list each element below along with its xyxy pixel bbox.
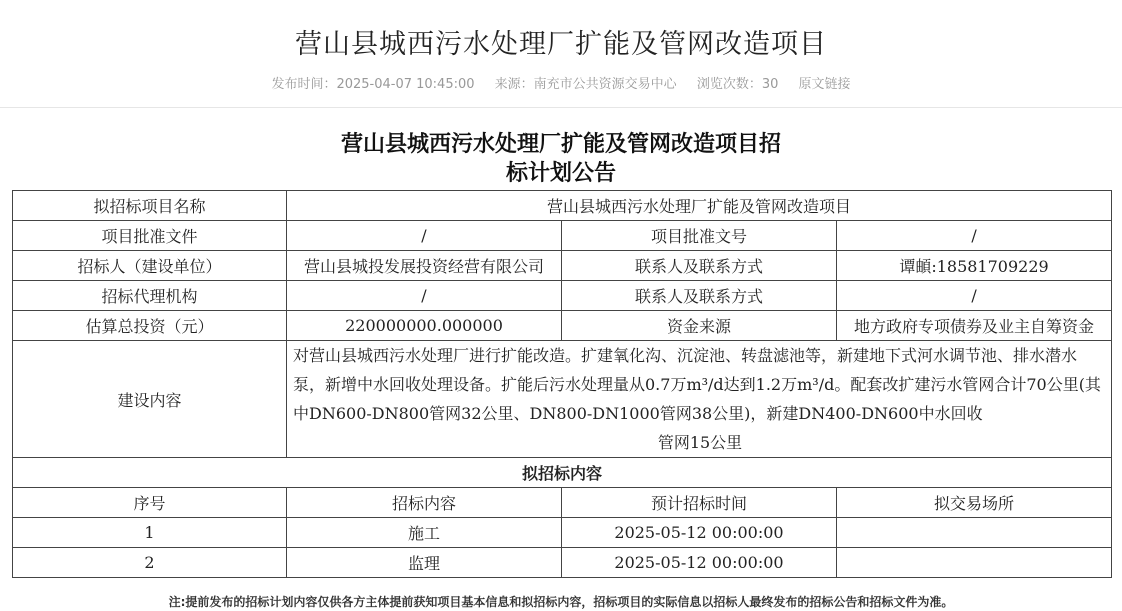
document-title [0,130,1122,188]
tender-plan-table [12,190,1112,578]
table-row [13,518,1112,548]
table-row [13,311,1112,341]
approval-no-value: / [837,221,1112,251]
article-header [0,0,1122,108]
table-row [13,281,1112,311]
page-title: 营山县城西污水处理厂扩能及管网改造项目 [295,29,827,60]
view-count: 浏览次数：30 [696,77,779,92]
row-content: 施工 [287,518,562,548]
table-header-row [13,488,1112,518]
table-row [13,341,1112,458]
disclaimer-note: 注:提前发布的招标计划内容仅供各方主体提前获知项目基本信息和拟招标内容，招标项目的实际信息以招标人最终发布的招标公告和招标文件为准。 [168,595,954,609]
contact-value: 谭頔:18581709229 [837,251,1112,281]
table-row [13,251,1112,281]
row-time: 2025-05-12 00:00:00 [562,518,837,548]
row-time: 2025-05-12 00:00:00 [562,548,837,578]
fund-source-value: 地方政府专项债券及业主自筹资金 [837,311,1112,341]
col-header-content: 招标内容 [287,488,562,518]
contact-label: 联系人及联系方式 [562,251,837,281]
article-meta [0,73,1122,92]
investment-value: 220000000.000000 [287,311,562,341]
construction-content [287,341,1112,458]
agency-label: 招标代理机构 [13,281,287,311]
project-name-value: 营山县城西污水处理厂扩能及管网改造项目 [287,191,1112,221]
agency-value: / [287,281,562,311]
construction-text: 对营山县城西污水处理厂进行扩能改造。扩建氧化沟、沉淀池、转盘滤池等，新建地下式河水调节池、排水潜水泵，新增中水回收处理设备。扩能后污水处理量从0.7万m³/d达到1.2万m³/d。配套改扩建污水管网合计70公里(其中DN600-DN800管网32公里、DN800-DN1000管网38公里)，新建DN400-DN600中水回收 [293,346,1101,423]
row-place [837,518,1112,548]
original-link[interactable]: 原文链接 [798,77,851,92]
col-header-no: 序号 [13,488,287,518]
agency-contact-value: / [837,281,1112,311]
investment-label: 估算总投资（元） [13,311,287,341]
approval-doc-label: 项目批准文件 [13,221,287,251]
section-title: 拟招标内容 [13,458,1112,488]
document-title-line2: 标计划公告 [505,161,616,186]
tenderer-value: 营山县城投发展投资经营有限公司 [287,251,562,281]
construction-text-last: 管网15公里 [657,433,743,452]
publish-time: 发布时间：2025-04-07 10:45:00 [271,77,475,92]
construction-label: 建设内容 [13,341,287,458]
agency-contact-label: 联系人及联系方式 [562,281,837,311]
row-place [837,548,1112,578]
approval-no-label: 项目批准文号 [562,221,837,251]
row-content: 监理 [287,548,562,578]
tenderer-label: 招标人（建设单位） [13,251,287,281]
table-row [13,458,1112,488]
col-header-place: 拟交易场所 [837,488,1112,518]
fund-source-label: 资金来源 [562,311,837,341]
table-row [13,191,1112,221]
source: 来源：南充市公共资源交易中心 [494,77,677,92]
project-name-label: 拟招标项目名称 [13,191,287,221]
approval-doc-value: / [287,221,562,251]
table-row [13,221,1112,251]
table-row [13,548,1112,578]
document-title-line1: 营山县城西污水处理厂扩能及管网改造项目招 [340,132,781,157]
row-no: 1 [13,518,287,548]
row-no: 2 [13,548,287,578]
col-header-time: 预计招标时间 [562,488,837,518]
